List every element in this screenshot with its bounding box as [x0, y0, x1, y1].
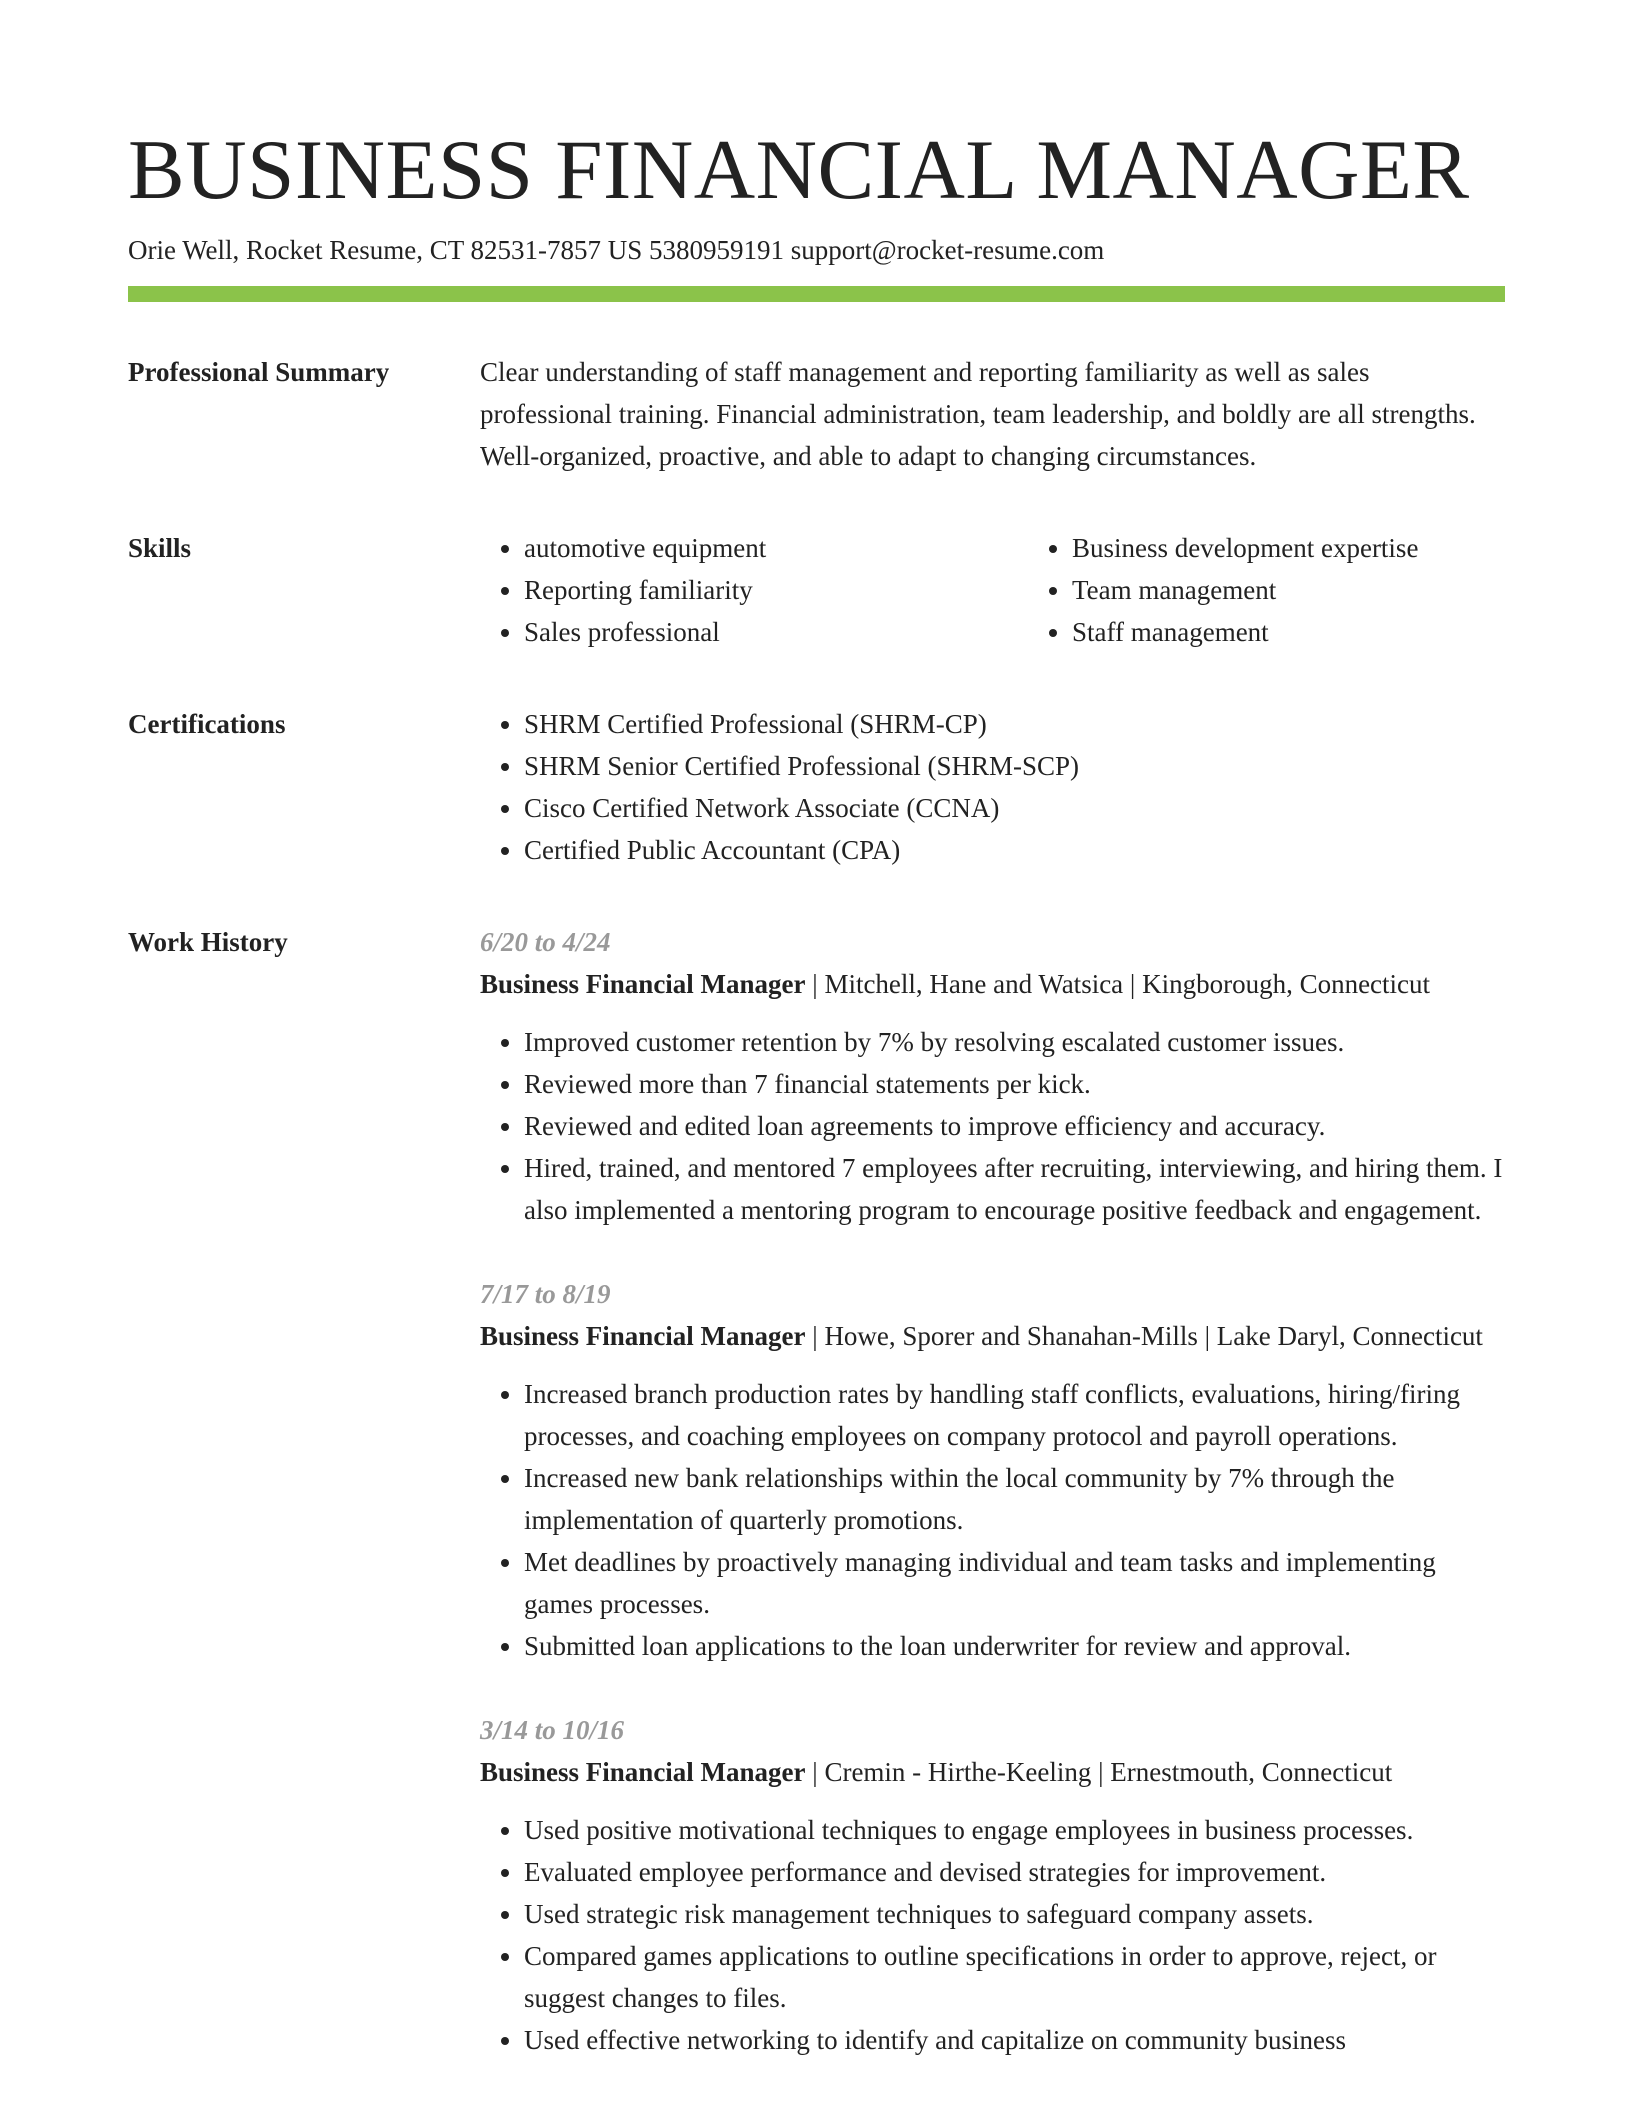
contact-address: Rocket Resume, CT 82531-7857 US: [246, 235, 643, 265]
skill-item: • Sales professional: [524, 611, 1028, 653]
contact-name: Orie Well,: [128, 235, 240, 265]
job-title: Business Financial Manager: [480, 1757, 806, 1787]
skills-list-right: [1028, 527, 1576, 653]
job-header: [480, 963, 1505, 1005]
skill-item: • Staff management: [1072, 611, 1576, 653]
skill-item: • automotive equipment: [524, 527, 1028, 569]
job-header: [480, 1751, 1505, 1793]
job-separator: |: [805, 969, 825, 999]
job-separator: |: [1091, 1757, 1111, 1787]
certification-item: • SHRM Certified Professional (SHRM-CP): [524, 703, 1505, 745]
job-bullet: • Increased new bank relationships within the local community by 7% through the implementation of quarterly promotions.: [524, 1457, 1505, 1541]
skills-section: [128, 527, 1505, 653]
job-bullet: • Improved customer retention by 7% by resolving escalated customer issues.: [524, 1021, 1505, 1063]
job-bullet: • Reviewed and edited loan agreements to improve efficiency and accuracy.: [524, 1105, 1505, 1147]
job-bullet: • Increased branch production rates by handling staff conflicts, evaluations, hiring/firing processes, and coaching employees on company protocol and payroll operations.: [524, 1373, 1505, 1457]
skills-body: [480, 527, 1576, 653]
job-dates: 6/20 to 4/24: [480, 927, 611, 957]
summary-text: Clear understanding of staff management and reporting familiarity as well as sales professional training. Financial administration, team leadership, and boldly are all strengths. Well-organized, proactive, and able to adapt to changing circumstances.: [480, 357, 1476, 471]
job-bullets: [480, 1373, 1505, 1667]
certifications-heading: Certifications: [128, 709, 286, 739]
job-location: Ernestmouth, Connecticut: [1110, 1757, 1393, 1787]
job-separator: |: [805, 1321, 825, 1351]
accent-divider: [128, 286, 1505, 302]
job-location: Kingborough, Connecticut: [1142, 969, 1431, 999]
job-bullets: [480, 1809, 1505, 2061]
job-bullet: • Reviewed more than 7 financial statements per kick.: [524, 1063, 1505, 1105]
job-entry: [480, 1273, 1505, 1667]
skill-item: • Business development expertise: [1072, 527, 1576, 569]
job-title: Business Financial Manager: [480, 1321, 806, 1351]
job-dates: 3/14 to 10/16: [480, 1715, 625, 1745]
job-bullet: • Submitted loan applications to the loan underwriter for review and approval.: [524, 1625, 1505, 1667]
certification-item: • Cisco Certified Network Associate (CCNA): [524, 787, 1505, 829]
job-bullets: [480, 1021, 1505, 1231]
job-separator: |: [1197, 1321, 1217, 1351]
skills-heading: Skills: [128, 533, 192, 563]
job-bullet: • Met deadlines by proactively managing individual and team tasks and implementing games processes.: [524, 1541, 1505, 1625]
job-bullet: • Used positive motivational techniques to engage employees in business processes.: [524, 1809, 1505, 1851]
work-history-section: [128, 921, 1505, 2061]
skills-list-left: [480, 527, 1028, 653]
job-bullet: • Hired, trained, and mentored 7 employees after recruiting, interviewing, and hiring them. I also implemented a mentoring program to encourage positive feedback and engagement.: [524, 1147, 1505, 1231]
certification-item: • SHRM Senior Certified Professional (SHRM-SCP): [524, 745, 1505, 787]
resume-title: BUSINESS FINANCIAL MANAGER: [128, 123, 1470, 217]
skill-item: • Team management: [1072, 569, 1576, 611]
job-company: Cremin - Hirthe-Keeling: [824, 1757, 1092, 1787]
job-title: Business Financial Manager: [480, 969, 806, 999]
resume-page: [128, 120, 1505, 2061]
certifications-list: [480, 703, 1505, 871]
job-entry: [480, 1709, 1505, 2061]
skill-item: • Reporting familiarity: [524, 569, 1028, 611]
job-separator: |: [1123, 969, 1143, 999]
job-bullet: • Evaluated employee performance and devised strategies for improvement.: [524, 1851, 1505, 1893]
job-bullet: • Used effective networking to identify and capitalize on community business: [524, 2019, 1505, 2061]
summary-heading: Professional Summary: [128, 357, 390, 387]
job-company: Howe, Sporer and Shanahan-Mills: [824, 1321, 1198, 1351]
contact-email: support@rocket-resume.com: [790, 235, 1105, 265]
job-dates: 7/17 to 8/19: [480, 1279, 611, 1309]
summary-body: [480, 351, 1505, 477]
job-location: Lake Daryl, Connecticut: [1216, 1321, 1483, 1351]
job-header: [480, 1315, 1505, 1357]
contact-line: [128, 232, 1505, 268]
contact-phone: 5380959191: [649, 235, 785, 265]
job-bullet: • Used strategic risk management techniques to safeguard company assets.: [524, 1893, 1505, 1935]
work-history-heading: Work History: [128, 927, 288, 957]
certifications-body: [480, 703, 1505, 871]
job-entry: [480, 921, 1505, 1231]
job-separator: |: [805, 1757, 825, 1787]
work-history-body: [480, 921, 1505, 2061]
summary-section: [128, 351, 1505, 477]
certification-item: • Certified Public Accountant (CPA): [524, 829, 1505, 871]
job-company: Mitchell, Hane and Watsica: [824, 969, 1124, 999]
job-bullet: • Compared games applications to outline specifications in order to approve, reject, or suggest changes to files.: [524, 1935, 1505, 2019]
certifications-section: [128, 703, 1505, 871]
